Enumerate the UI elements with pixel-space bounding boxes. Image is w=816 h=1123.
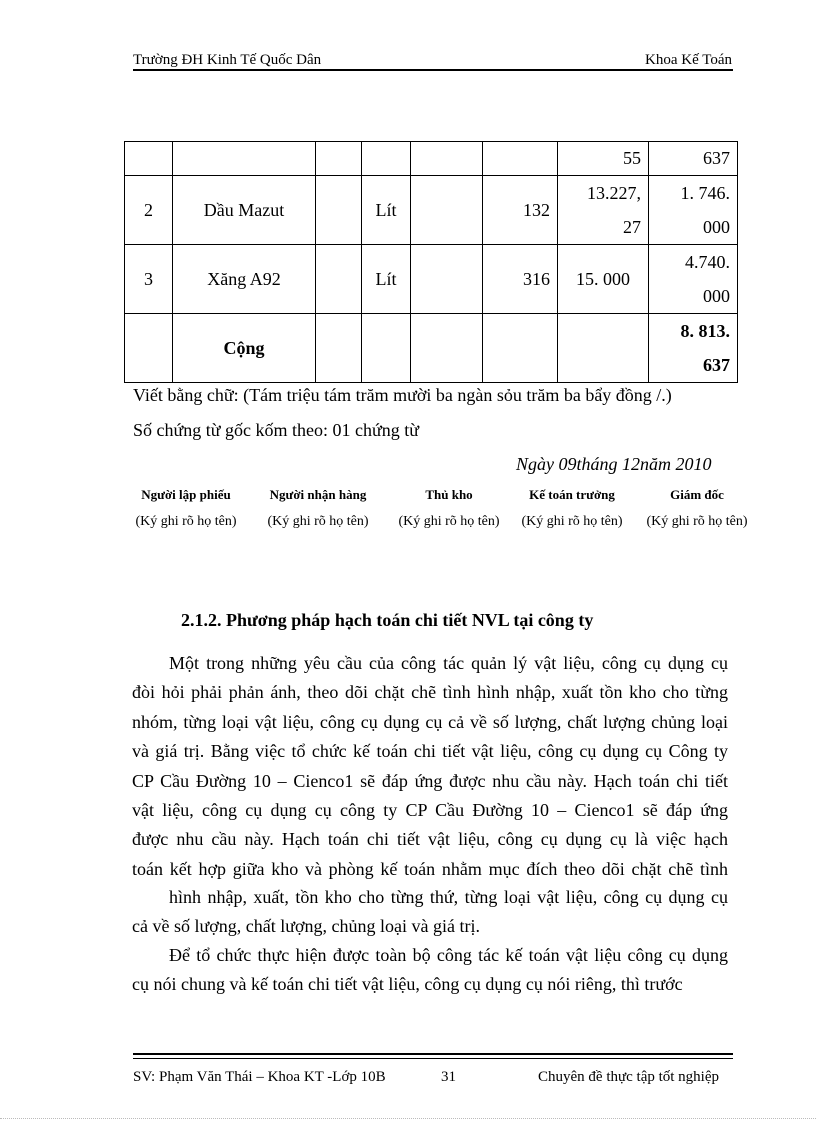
- section-heading: 2.1.2. Phương pháp hạch toán chi tiết NVL tại công ty: [181, 610, 594, 630]
- signature-note: (Ký ghi rõ họ tên): [398, 514, 500, 529]
- signature-title: Thủ kho: [425, 487, 473, 502]
- cell-amount: 637: [649, 142, 738, 176]
- attached-documents: Số chứng từ gốc kốm theo: 01 chứng từ: [133, 420, 419, 440]
- cell-qty-req: [411, 176, 483, 245]
- cell-qty: 132: [483, 176, 558, 245]
- table-total-row: [125, 314, 738, 383]
- signature-title: Người nhận hàng: [269, 487, 367, 502]
- page-number: 31: [441, 1069, 456, 1085]
- signature-note: (Ký ghi rõ họ tên): [646, 514, 748, 529]
- header-school: Trường ĐH Kinh Tế Quốc Dân: [133, 52, 322, 68]
- cell-unit: Lít: [362, 176, 411, 245]
- signature-note: (Ký ghi rõ họ tên): [521, 514, 623, 529]
- cell-unit: Lít: [362, 245, 411, 314]
- table-row: [125, 245, 738, 314]
- body-paragraph: Để tổ chức thực hiện được toàn bộ công tác kế toán vật liệu công cụ dụng cụ nói chung và kế toán chi tiết vật liệu, công cụ dụng cụ nói riêng, thì trước: [132, 945, 728, 995]
- cell-stt: 2: [125, 176, 173, 245]
- header-rule: [133, 69, 733, 71]
- cell-qty-req: [411, 245, 483, 314]
- footer-rule: [133, 1058, 733, 1059]
- cell-unit: [362, 142, 411, 176]
- cell-stt: [125, 142, 173, 176]
- body-paragraph: Một trong những yêu cầu của công tác quản lý vật liệu, công cụ dụng cụ đòi hỏi phải phản ánh, theo dõi chặt chẽ tình hình nhập, xuất tồn kho cho từng nhóm, từng loại vật liệu, công cụ dụng cụ cả về số lượng, chất lượng chủng loại và giá trị. Bằng việc tổ chức kế toán chi tiết vật liệu, công cụ dụng cụ Công ty CP Cầu Đường 10 – Cienco1 sẽ đáp ứng được nhu cầu này. Hạch toán chi tiết vật liệu, công cụ dụng cụ công ty CP Cầu Đường 10 – Cienco1 sẽ đáp ứng được nhu cầu này. Hạch toán chi tiết vật liệu, công cụ dụng cụ là việc hạch toán kết hợp giữa kho và phòng kế toán nhằm mục đích theo dõi chặt chẽ tình: [132, 653, 728, 879]
- amount-in-words: Viết bằng chữ: (Tám triệu tám trăm mười ba ngàn sỏu trăm ba bẩy đồng /.): [133, 385, 672, 405]
- cell-code: [316, 245, 362, 314]
- page-edge: [0, 1118, 816, 1119]
- signature-title: Giám đốc: [670, 487, 724, 502]
- header-faculty: Khoa Kế Toán: [645, 52, 732, 68]
- cell-qty: [483, 142, 558, 176]
- signature-note: (Ký ghi rõ họ tên): [135, 514, 237, 529]
- signature-title: Kế toán trưởng: [529, 487, 615, 502]
- cell-stt: 3: [125, 245, 173, 314]
- cell-price: 55: [558, 142, 649, 176]
- cell-code: [316, 176, 362, 245]
- cell-price: 15. 000: [558, 245, 649, 314]
- body-paragraph: hình nhập, xuất, tồn kho cho từng thứ, từng loại vật liệu, công cụ dụng cụ cả về số lượng, chất lượng, chủng loại và giá trị.: [132, 887, 728, 937]
- signature-note: (Ký ghi rõ họ tên): [267, 514, 369, 529]
- cell-name: Xăng A92: [173, 245, 316, 314]
- cell-name: Dầu Mazut: [173, 176, 316, 245]
- document-date: Ngày 09tháng 12năm 2010: [516, 454, 712, 474]
- footer-title: Chuyên đề thực tập tốt nghiệp: [538, 1069, 720, 1085]
- cell-stt: [125, 314, 173, 383]
- cell-qty: 316: [483, 245, 558, 314]
- table-row: [125, 142, 738, 176]
- total-label: Cộng: [173, 314, 316, 383]
- cell-price: 13.227, 27: [558, 176, 649, 245]
- cell-amount: 4.740. 000: [649, 245, 738, 314]
- signature-title: Người lập phiếu: [141, 487, 231, 502]
- cell-qty-req: [411, 142, 483, 176]
- footer-author: SV: Phạm Văn Thái – Khoa KT -Lớp 10B: [133, 1069, 386, 1085]
- footer-rule: [133, 1053, 733, 1055]
- cell-code: [316, 142, 362, 176]
- table-row: [125, 176, 738, 245]
- voucher-table: [124, 141, 738, 383]
- cell-amount: 1. 746. 000: [649, 176, 738, 245]
- cell-name: [173, 142, 316, 176]
- total-amount: 8. 813. 637: [649, 314, 738, 383]
